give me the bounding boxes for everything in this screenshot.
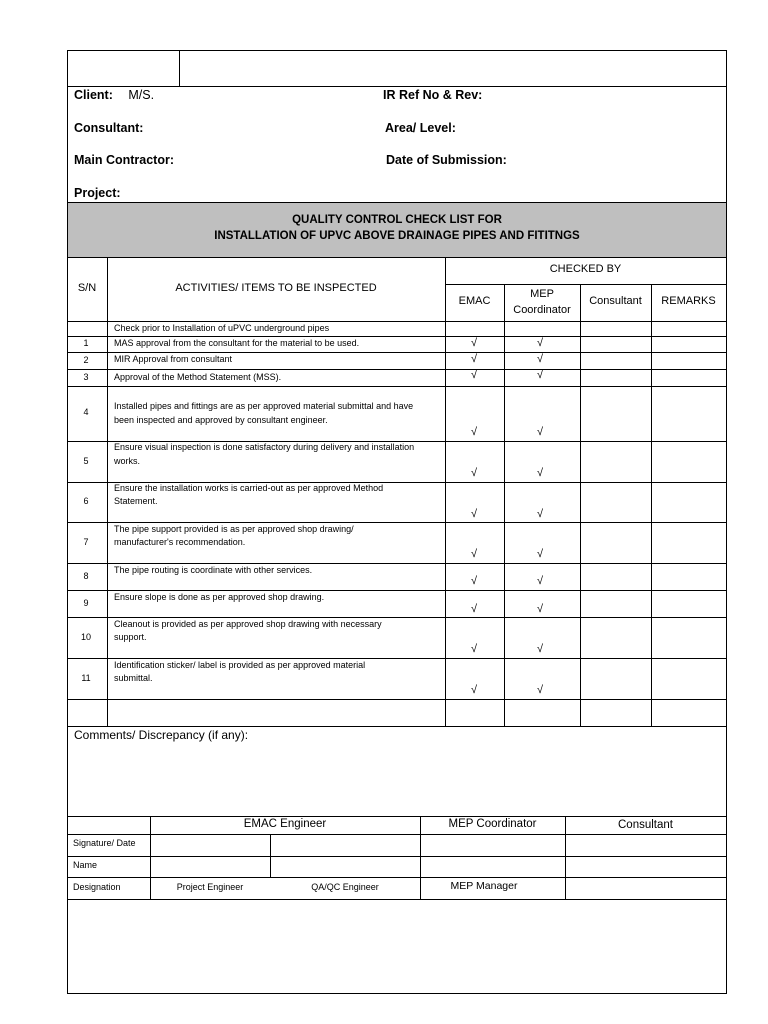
row-sn: 4: [83, 407, 89, 417]
row-activity: MAS approval from the consultant for the material to be used.: [114, 338, 360, 348]
row-activity: Installed pipes and fittings are as per approved material submittal and have: [114, 401, 414, 411]
mep-check-mark: √: [537, 508, 544, 520]
row-sn: 8: [83, 571, 89, 581]
grid-vline: [651, 284, 652, 726]
row-activity-line2: works.: [114, 456, 141, 466]
signoff-mep-coordinator: MEP Coordinator: [448, 818, 537, 830]
row-activity: Ensure visual inspection is done satisfactory during delivery and installation: [114, 442, 415, 452]
mep-check-mark: √: [537, 467, 544, 479]
row-sn: 6: [83, 496, 89, 506]
grid-vline: [504, 284, 505, 726]
row-activity: The pipe support provided is as per approved shop drawing/: [114, 524, 354, 534]
mep-check-mark: √: [537, 548, 544, 560]
emac-check-mark: √: [471, 426, 478, 438]
grid-hline: [445, 284, 726, 285]
grid-vline: [107, 257, 108, 726]
emac-check-mark: √: [471, 353, 478, 365]
header-emac: EMAC: [458, 295, 491, 307]
signature-date-label: Signature/ Date: [73, 838, 136, 848]
emac-check-mark: √: [471, 467, 478, 479]
mep-check-mark: √: [537, 643, 544, 655]
row-sn: 2: [83, 355, 89, 365]
row-activity-line2: been inspected and approved by consultant engineer.: [114, 415, 328, 425]
designation-label: Designation: [73, 882, 121, 892]
row-sn: 7: [83, 537, 89, 547]
header-checked-by: CHECKED BY: [549, 263, 622, 275]
client-label: Client: M/S.: [74, 88, 155, 102]
emac-check-mark: √: [471, 643, 478, 655]
row-activity: Ensure the installation works is carried-out as per approved Method: [114, 483, 384, 493]
signoff-hline: [67, 899, 726, 900]
title-line-1: QUALITY CONTROL CHECK LIST FOR: [292, 214, 502, 226]
grid-hline: [67, 726, 726, 727]
row-activity-line2: manufacturer's recommendation.: [114, 537, 246, 547]
name-label: Name: [73, 860, 98, 870]
section-row-label: Check prior to Installation of uPVC underground pipes: [114, 323, 330, 333]
signoff-hline: [67, 877, 726, 878]
top-strip-divider: [67, 86, 727, 87]
mep-check-mark: √: [537, 337, 544, 349]
signoff-vline: [270, 834, 271, 877]
signoff-hline: [67, 816, 726, 817]
grid-hline: [67, 386, 726, 387]
row-activity: Cleanout is provided as per approved shop drawing with necessary: [114, 619, 382, 629]
consultant-label: Consultant:: [74, 121, 144, 135]
designation-qa-qc-engineer: QA/QC Engineer: [311, 882, 379, 892]
emac-check-mark: √: [471, 684, 478, 696]
row-activity-line2: support.: [114, 632, 147, 642]
designation-project-engineer: Project Engineer: [176, 882, 244, 892]
row-activity: The pipe routing is coordinate with other services.: [114, 565, 313, 575]
row-activity-line2: submittal.: [114, 673, 153, 683]
header-sn: S/N: [77, 282, 97, 294]
header-mep-coordinator: MEP Coordinator: [513, 288, 571, 316]
mep-check-mark: √: [537, 575, 544, 587]
signoff-emac-engineer: EMAC Engineer: [243, 818, 327, 830]
main-contractor-label: Main Contractor:: [74, 153, 174, 167]
ir-ref-label: IR Ref No & Rev:: [383, 88, 483, 102]
row-activity: Approval of the Method Statement (MSS).: [114, 372, 282, 382]
area-level-label: Area/ Level:: [385, 121, 456, 135]
header-consultant: Consultant: [589, 295, 642, 307]
row-activity: Identification sticker/ label is provided as per approved material: [114, 660, 366, 670]
row-sn: 10: [80, 632, 91, 642]
mep-check-mark: √: [537, 353, 544, 365]
title-line-2: INSTALLATION OF UPVC ABOVE DRAINAGE PIPES AND FITITNGS: [214, 230, 580, 242]
row-sn: 5: [83, 456, 89, 466]
client-value: M/S.: [128, 88, 155, 102]
mep-check-mark: √: [537, 603, 544, 615]
checklist-title-band: [68, 202, 726, 258]
emac-check-mark: √: [471, 508, 478, 520]
emac-check-mark: √: [471, 337, 478, 349]
project-label: Project:: [74, 186, 121, 200]
header-activities: ACTIVITIES/ ITEMS TO BE INSPECTED: [175, 282, 377, 294]
signoff-consultant: Consultant: [618, 819, 673, 831]
designation-mep-manager: MEP Manager: [450, 880, 518, 892]
signoff-hline: [67, 834, 726, 835]
emac-check-mark: √: [471, 575, 478, 587]
date-of-submission-label: Date of Submission:: [386, 153, 507, 167]
top-strip-vertical: [179, 50, 180, 86]
grid-hline: [67, 699, 726, 700]
grid-hline: [67, 369, 726, 370]
row-sn: 11: [81, 673, 91, 683]
mep-check-mark: √: [537, 684, 544, 696]
header-remarks: REMARKS: [661, 295, 716, 307]
mep-check-mark: √: [537, 426, 544, 438]
emac-check-mark: √: [471, 603, 478, 615]
mep-check-mark: √: [537, 369, 544, 381]
grid-vline: [445, 257, 446, 726]
row-activity: Ensure slope is done as per approved shop drawing.: [114, 592, 325, 602]
row-sn: 9: [83, 598, 89, 608]
comments-label: Comments/ Discrepancy (if any):: [74, 728, 249, 742]
signoff-hline: [67, 856, 726, 857]
emac-check-mark: √: [471, 548, 478, 560]
row-activity-line2: Statement.: [114, 496, 158, 506]
row-sn: 1: [83, 338, 89, 348]
row-activity: MIR Approval from consultant: [114, 354, 233, 364]
row-sn: 3: [83, 372, 89, 382]
grid-vline: [580, 284, 581, 726]
emac-check-mark: √: [471, 369, 478, 381]
